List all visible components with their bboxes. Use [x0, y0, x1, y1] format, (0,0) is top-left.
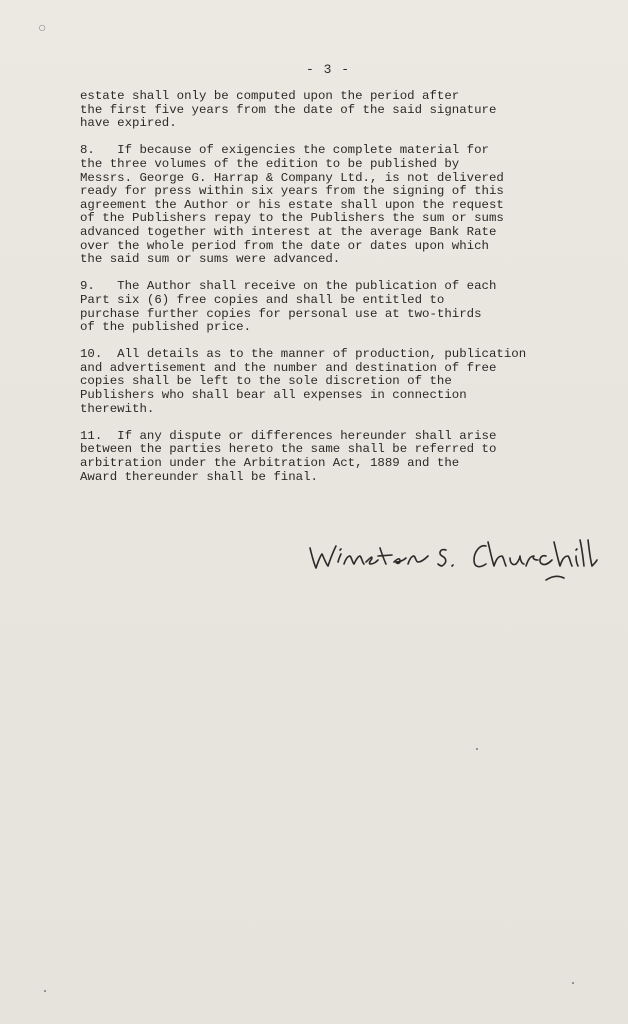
text-line: between the parties hereto the same shall be referred to	[80, 442, 497, 457]
paper-speck	[476, 748, 478, 750]
text-line: estate shall only be computed upon the period after	[80, 89, 460, 103]
signature-drawing	[300, 528, 600, 588]
paper-speck	[572, 982, 574, 984]
text-line: arbitration under the Arbitration Act, 1889 and the	[80, 456, 460, 471]
text-line: have expired.	[80, 116, 177, 131]
text-line: of the Publishers repay to the Publishers the sum or sums	[80, 211, 504, 226]
text-line: the said sum or sums were advanced.	[80, 252, 341, 267]
clause-9	[80, 280, 580, 334]
document-body	[80, 90, 580, 498]
clause-8	[80, 144, 580, 266]
text-line: ready for press within six years from the signing of this	[80, 184, 504, 199]
text-line: advanced together with interest at the average Bank Rate	[80, 224, 497, 239]
text-line: copies shall be left to the sole discretion of the	[80, 374, 452, 389]
text-line: purchase further copies for personal use at two-thirds	[80, 306, 482, 321]
text-line: Messrs. George G. Harrap & Company Ltd., is not delivered	[80, 170, 504, 185]
paper-speck	[44, 990, 46, 992]
text-line: therewith.	[80, 401, 155, 416]
handwritten-signature	[300, 528, 600, 588]
text-line: Award thereunder shall be final.	[80, 469, 318, 484]
text-line: over the whole period from the date or dates upon which	[80, 238, 489, 253]
text-line: Publishers who shall bear all expenses in connection	[80, 388, 467, 403]
text-line: 11. If any dispute or differences hereunder shall arise	[80, 428, 497, 443]
text-line: the three volumes of the edition to be published by	[80, 156, 460, 171]
page-number: - 3 -	[306, 62, 351, 77]
text-line: and advertisement and the number and destination of free	[80, 360, 497, 375]
text-line: of the published price.	[80, 320, 252, 335]
text-line: agreement the Author or his estate shall upon the request	[80, 197, 504, 212]
text-line: 9. The Author shall receive on the publication of each	[80, 279, 497, 294]
text-line: Part six (6) free copies and shall be entitled to	[80, 292, 445, 307]
paper-mark: ○	[38, 21, 47, 36]
text-line: 10. All details as to the manner of production, publication	[80, 347, 527, 362]
clause-10	[80, 348, 580, 416]
clause-11	[80, 430, 580, 484]
paragraph-continuation	[80, 90, 580, 131]
text-line: 8. If because of exigencies the complete material for	[80, 143, 489, 158]
text-line: the first five years from the date of the said signature	[80, 102, 497, 117]
